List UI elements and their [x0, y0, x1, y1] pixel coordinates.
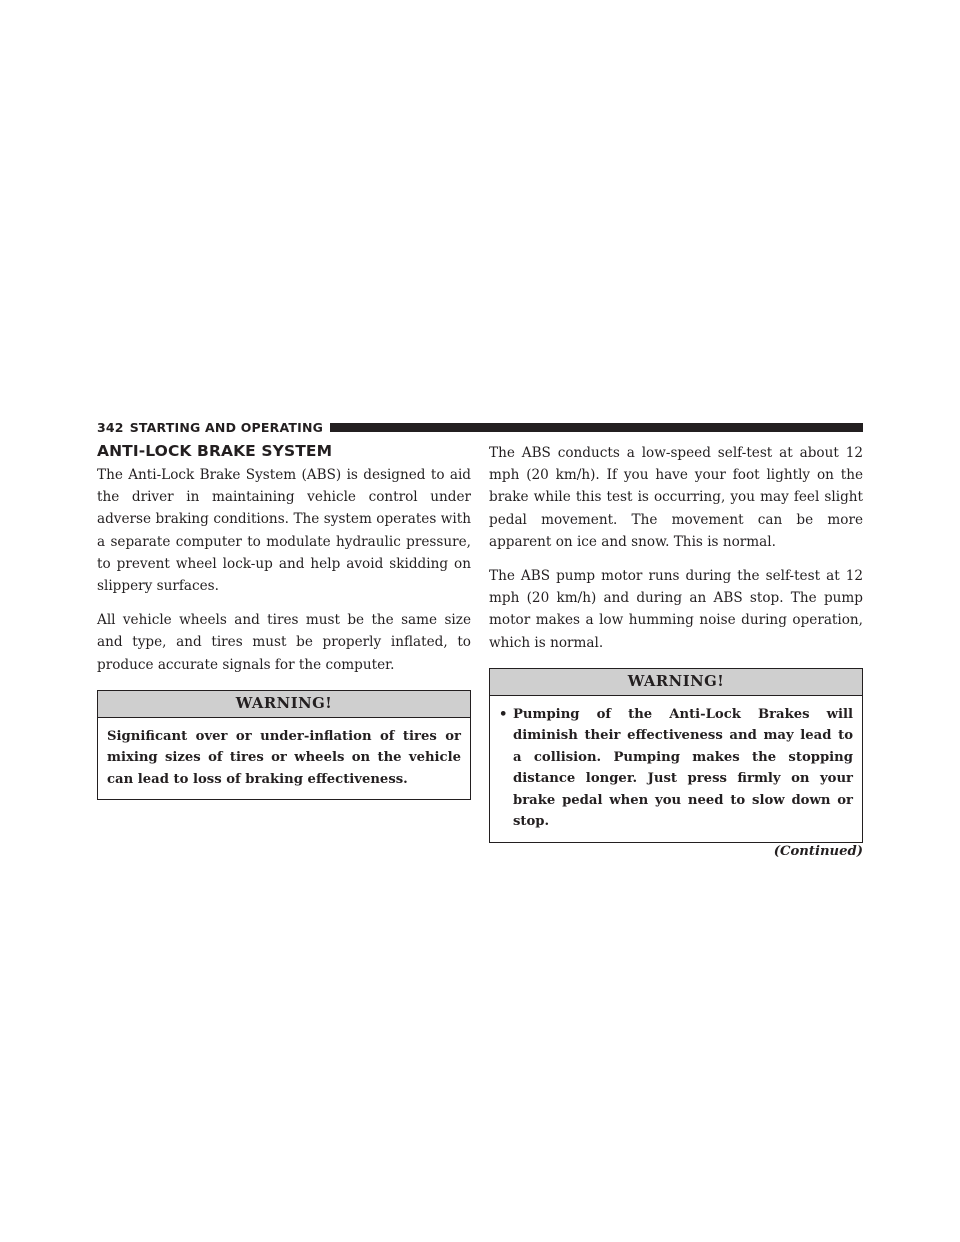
warning-title: WARNING! — [490, 669, 862, 696]
abs-intro-paragraph: The Anti-Lock Brake System (ABS) is designed to aid the driver in maintaining vehicle control under adverse braking conditions. The system operates with a separate computer to modulate hydraulic pressure, to prevent wheel lock-up and help avoid skidding on slippery surfaces. — [97, 467, 471, 595]
tire-paragraph: All vehicle wheels and tires must be the same size and type, and tires must be properly inflated, to produce accurate signals for the computer. — [97, 612, 471, 673]
warning-text: Significant over or under-inflation of tires or mixing sizes of tires or wheels on the vehicle can lead to loss of braking effectiveness. — [107, 728, 461, 787]
right-column — [489, 442, 863, 861]
warning-body — [490, 696, 862, 842]
warning-box-tires — [97, 690, 471, 801]
warning-bullet-item — [499, 704, 853, 833]
continued-label: (Continued) — [773, 843, 863, 859]
left-column — [97, 442, 471, 800]
warning-title: WARNING! — [98, 691, 470, 718]
bullet-icon: • — [499, 706, 508, 722]
section-title: STARTING AND OPERATING — [129, 419, 324, 435]
pump-motor-paragraph: The ABS pump motor runs during the self-test at 12 mph (20 km/h) and during an ABS stop. The pump motor makes a low humming noise during operation, which is normal. — [489, 568, 863, 651]
page-header — [97, 420, 863, 434]
header-rule — [330, 423, 863, 432]
self-test-paragraph: The ABS conducts a low-speed self-test at about 12 mph (20 km/h). If you have your foot lightly on the brake while this test is occurring, you may feel slight pedal movement. The movement can be more apparent on ice and snow. This is normal. — [489, 445, 863, 550]
page-number: 342 — [97, 419, 124, 435]
warning-box-pumping — [489, 668, 863, 843]
section-heading: ANTI-LOCK BRAKE SYSTEM — [97, 442, 333, 460]
warning-bullet-text: Pumping of the Anti-Lock Brakes will diminish their effectiveness and may lead to a collision. Pumping makes the stopping distance longer. Just press firmly on your brake pedal when you need to slow down or stop. — [513, 706, 853, 830]
